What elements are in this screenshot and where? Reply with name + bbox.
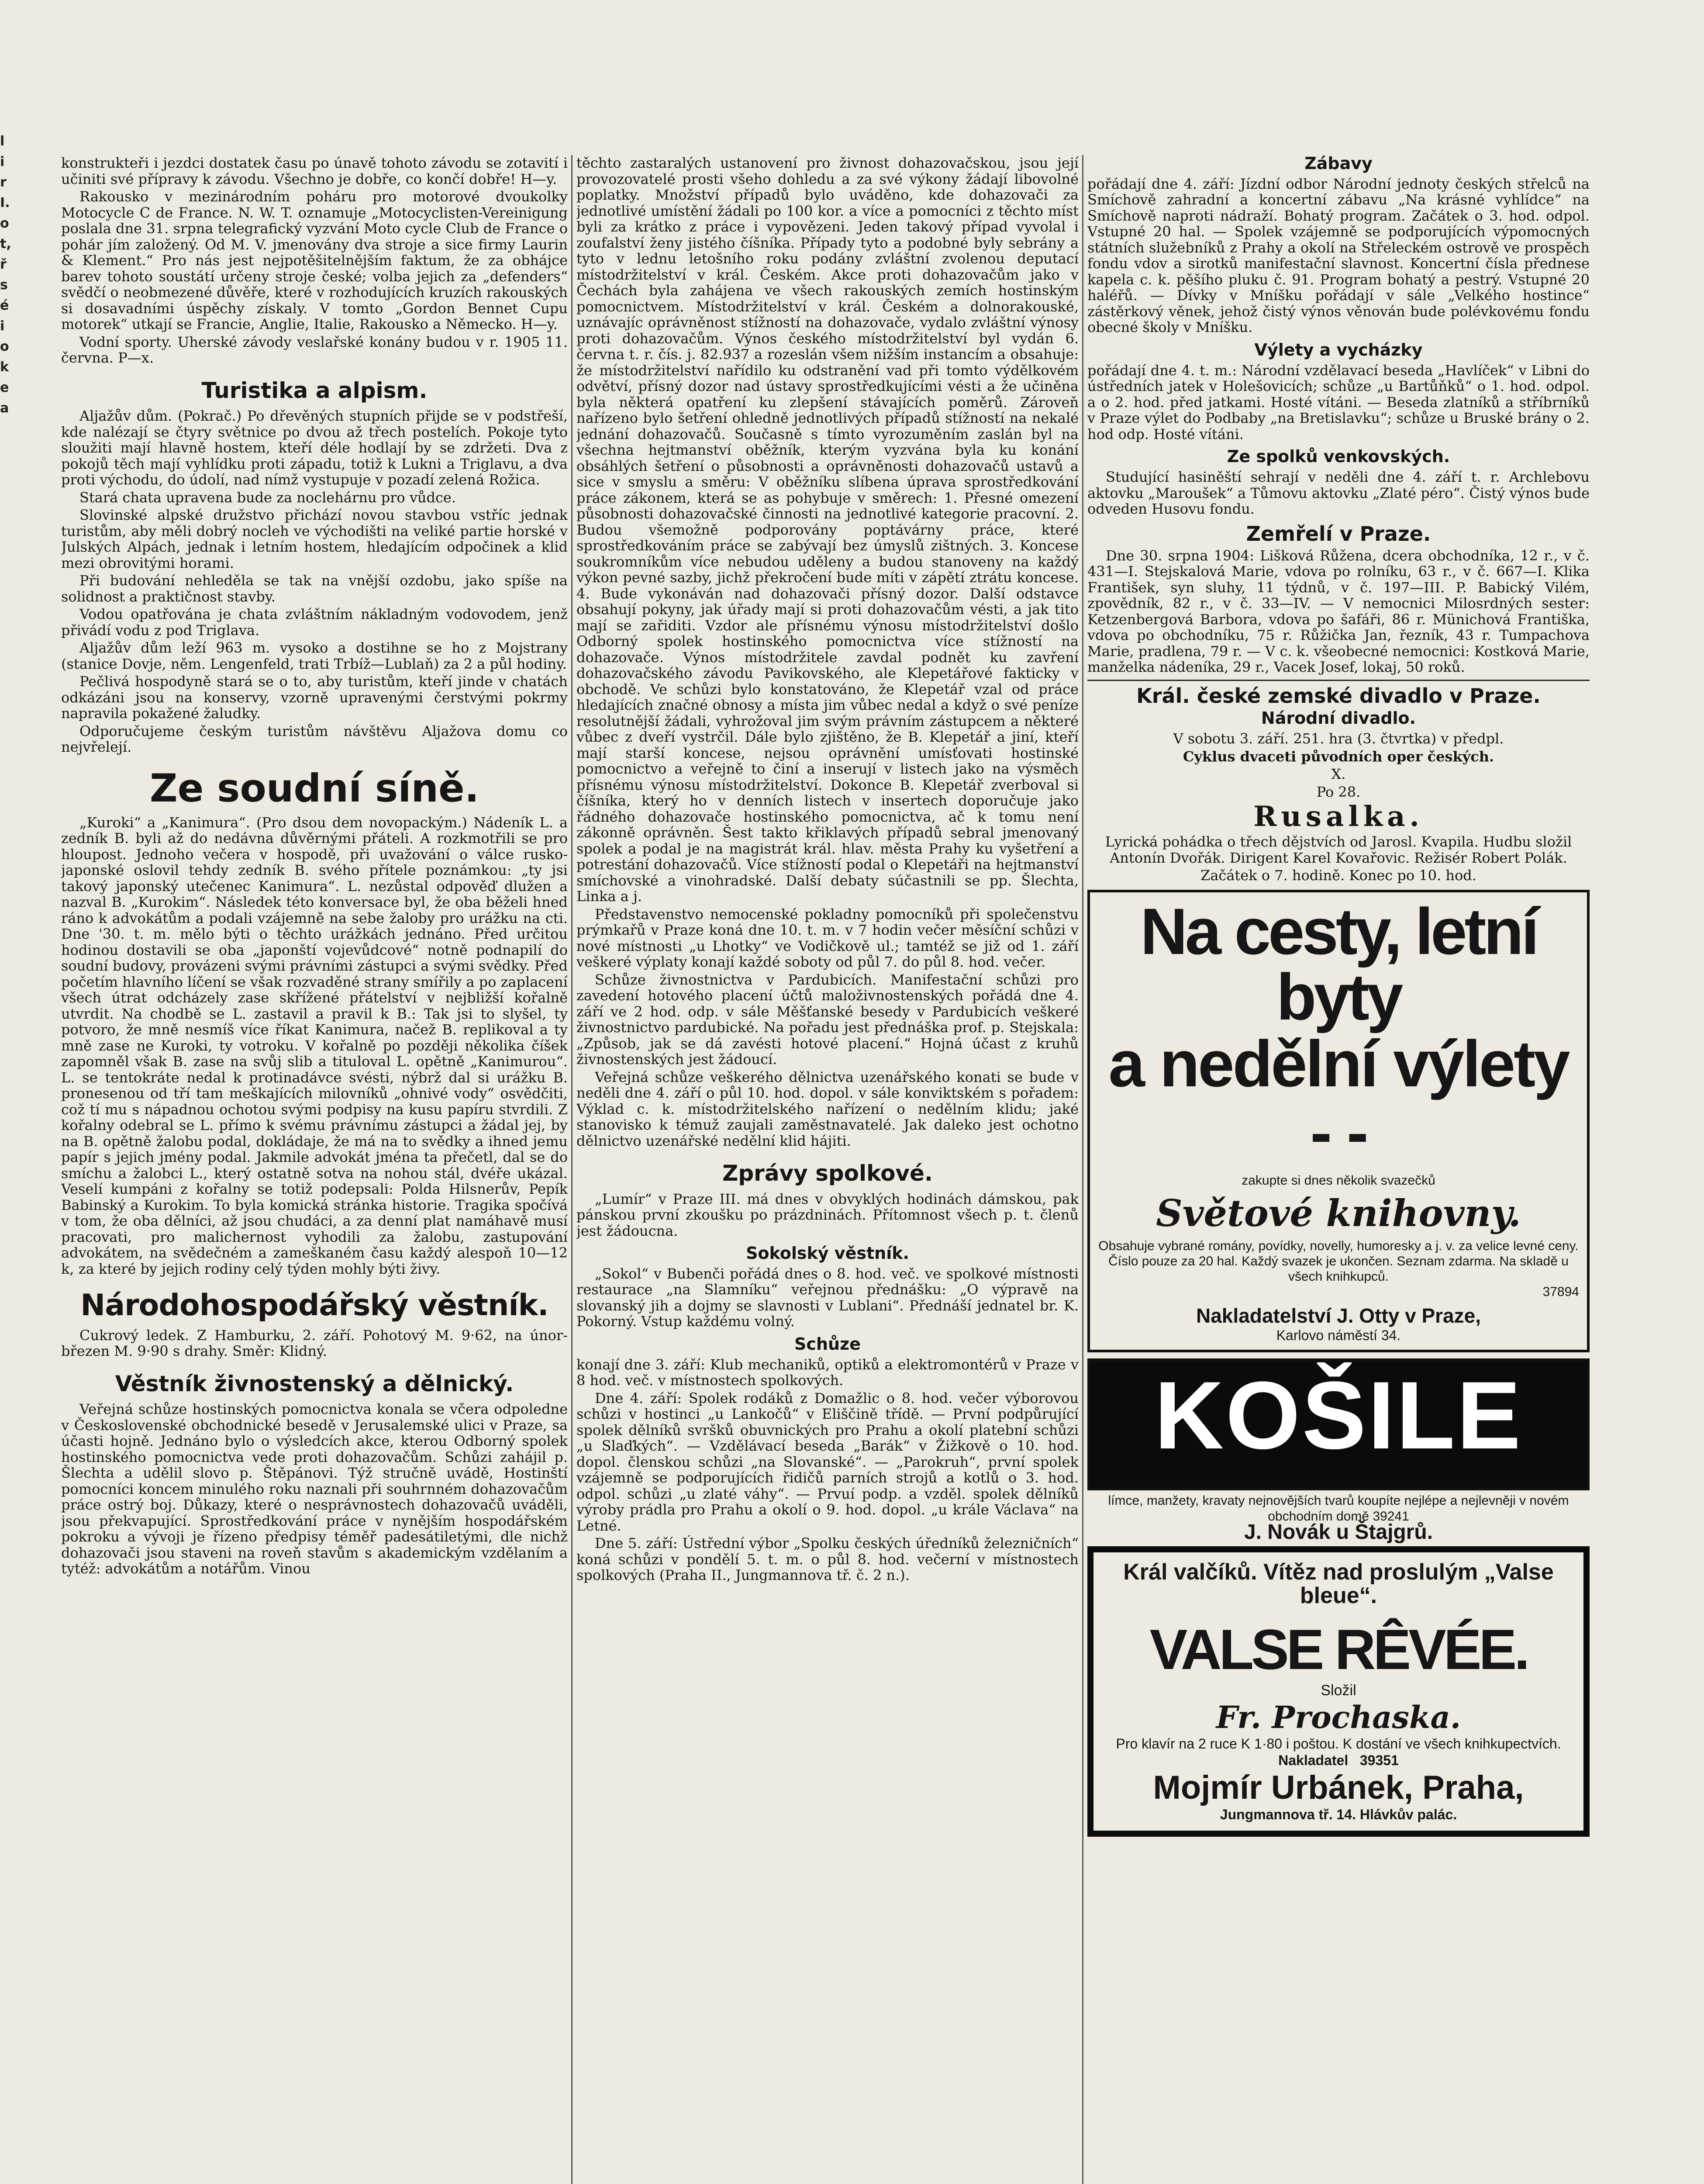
paragraph: pořádají dne 4. září: Jízdní odbor Národní jednoty českých střelců na Smíchově zahradní a koncertní zábavu „Na krásné vyhlídce“ na Smíchově naproti nádraží. Bohatý program. Začátek o 3. hod. odpol. Vstupné 20 hal. — Spolek vzájemně se podporujících výpomocných státních služebníků z Prahy a okolí na Střeleckém ostrově ve prospěch fondu vdov a sirotků manifestační slavnost. Koncertní čísla přednese kapela c. k. pěšího pluku č. 91. Program bohatý a pestrý. Vstupné 20 haléřů. — Dívky v Mníšku pořádají v sále „Velkého hostince“ zástěrkový věnek, jehož čistý výnos věnován bude polévkovému fondu obecné školy v Mníšku. bbox=[1087, 175, 1590, 336]
advert-headline: KOŠILE bbox=[1154, 1361, 1523, 1469]
advert-text: Pro klavír na 2 ruce K 1·80 i poštou. K dostání ve všech knihkupectvích. bbox=[1116, 1735, 1561, 1752]
paragraph: Veřejná schůze veškerého dělnictva uzenářského konati se bude v neděli dne 4. září o půl 10. hod. dopol. v sále konviktském s pořadem: Výklad c. k. místodržitelského nařízení o nedělním klidu; jaké stanovisko k témuž zaujali zaměstnavatelé. Jak daleko jest ochotno dělnictvo uzenářské nedělní klid hájiti. bbox=[576, 1068, 1079, 1149]
paragraph: Aljažův dům leží 963 m. vysoko a dostihne se ho z Mojstrany (stanice Dovje, něm. Lengenfeld, trati Trbíž—Lublaň) za 2 a půl hodiny. bbox=[61, 639, 568, 672]
advert-number: 39351 bbox=[1359, 1752, 1399, 1768]
paragraph: Aljažův dům. (Pokrač.) Po dřevěných stupních přijde se v podstřeší, kde nalézají se čtyry světnice po dvou až třech postelích. Pokoje tyto sloužiti mají hlavně hostem, kteří déle hodlají by se zdržeti. Dva z pokojů těch mají vyhlídku proti západu, totiž k Lukni a Triglavu, a dva proti východu, do údolí, nad nímž vystupuje v pozadí zelená Rožica. bbox=[61, 408, 568, 488]
advert-headline-2: a nedělní výlety - - bbox=[1108, 1026, 1569, 1169]
theatre-cycle: Cyklus dvaceti původních oper českých. bbox=[1183, 748, 1494, 765]
theatre-number-2: Po 28. bbox=[1316, 783, 1361, 800]
subheading-zabavy: Zábavy bbox=[1304, 155, 1373, 173]
advert-number: 37894 bbox=[1542, 1284, 1579, 1299]
column-2 bbox=[576, 155, 1079, 2184]
paragraph: Stará chata upravena bude za noclehárnu pro vůdce. bbox=[79, 489, 456, 506]
theatre-subheading: Národní divadlo. bbox=[1261, 708, 1416, 728]
advert-publisher-row bbox=[1100, 1752, 1577, 1769]
margin-letter: k bbox=[0, 359, 9, 375]
advert-text: límce, manžety, kravaty nejnovějších tvarů koupíte nejlépe a nejlevněji v novém obchodním domě 39241 bbox=[1108, 1493, 1569, 1524]
paragraph: Schůze živnostnictva v Pardubicích. Manifestační schůzi pro zavedení hotového placení účtů maloživnostenských pořádá dne 4. září ve 2 hod. odp. v sále Měšťanské besedy v Pardubicích veškeré živnostnictvo pardubické. Na pořadu jest přednáška prof. p. Stejskala: „Způsob, jak se dá zavésti hotové placení.“ Hojná účast z kruhů živnostenských jest žádoucí. bbox=[576, 971, 1079, 1068]
advert-publisher: Mojmír Urbánek, Praha, bbox=[1153, 1769, 1524, 1806]
advert-headline: Na cesty, letní byty bbox=[1140, 894, 1537, 1033]
advert-text: Složil bbox=[1321, 1682, 1356, 1699]
advert-kosile bbox=[1087, 1358, 1590, 1544]
advert-tagline: Král valčíků. Vítěz nad proslulým „Valse bleue“. bbox=[1123, 1559, 1554, 1609]
margin-letter: ř bbox=[0, 257, 7, 272]
section-heading-spolkove: Zprávy spolkové. bbox=[722, 1161, 933, 1186]
theatre-heading: Král. české zemské divadlo v Praze. bbox=[1136, 684, 1541, 708]
advert-valse-revee bbox=[1087, 1546, 1590, 1837]
margin-letter: a bbox=[0, 401, 9, 416]
column-3 bbox=[1087, 155, 1590, 2184]
paragraph: Pečlivá hospodyně stará se o to, aby turistům, kteří jinde v chatách odkázáni jsou na konservy, vzorně upravenými čerstvými pokrmy napravila pokažené žaludky. bbox=[61, 673, 568, 722]
paragraph: Představenstvo nemocenské pokladny pomocníků při společenstvu prýmkařů v Praze koná dne 10. t. m. v 7 hodin večer měsíční schůzi v nové místnosti „u Lhotky“ ve Vodičkově ul.; tamtéž se již od 1. září veškeré výplaty konají každé soboty od půl 7. do půl 8. hod. večer. bbox=[576, 905, 1079, 970]
margin-letter: s bbox=[0, 277, 8, 293]
paragraph: Při budování nehleděla se tak na vnější ozdobu, jako spíše na solidnost a praktičnost stavby. bbox=[61, 572, 568, 605]
paragraph: konstrukteři i jezdci dostatek času po únavě tohoto závodu se zotavití i učiniti své přípravy k závodu. Všechno je dobře, co končí dobře! H—y. bbox=[61, 155, 568, 187]
advert-address: Jungmannova tř. 14. Hlávkův palác. bbox=[1220, 1806, 1457, 1822]
paragraph: Dne 4. září: Spolek rodáků z Domažlic o 8. hod. večer výborovou schůzi v hostinci „u Lankočů“ v Eliščině třídě. — První podpůrující spolek dělníků svršků obuvnických pro Prahu a okolí platební schůzi „u Slaďkých“. — Vzdělávací beseda „Barák“ v Žižkově o 10. hod. dopol. členskou schůzi „na Slovanské“. — „Parokruh“, první spolek vzájemně se podporujících řidičů parních strojů a kotlů o 3. hod. odpol. schůzi „u zlaté váhy“. — Prvuí podp. a vzděl. spolek dělníků výroby prádla pro Prahu a okolí o 9. hod. dopol. „u krále Václava“ na Letné. bbox=[576, 1389, 1079, 1534]
margin-letter: l bbox=[0, 134, 5, 149]
paragraph: Vodní sporty. Uherské závody veslařské konány budou v r. 1905 11. června. P—x. bbox=[61, 333, 568, 366]
margin-letter: r bbox=[0, 175, 7, 190]
advert-shop: J. Novák u Štajgrů. bbox=[1244, 1520, 1433, 1544]
advert-composer: Fr. Prochaska. bbox=[1216, 1699, 1461, 1735]
margin-letter: t, bbox=[0, 236, 11, 252]
column-rule bbox=[571, 155, 573, 2184]
margin-letters bbox=[0, 131, 17, 418]
subheading-venkov: Ze spolků venkovských. bbox=[1227, 447, 1450, 467]
paragraph: Rakousko v mezinárodním poháru pro motorové dvoukolky Motocycle C de France. N. W. T. oznamuje „Motocyclisten-Vereinigung poslala dne 31. srpna telegrafický vyzvání Moto cycle Club de France o pohár jím založený. Od M. V. jmenovány dva stroje a sice firmy Laurin & Klement.“ Pro nás jest nejpotěšitelnějším faktum, že za obhájce barev tohoto soustátí určeny stroje české; volba jejich za „defenders“ svědčí o neobmezené důvěře, které v rozhodujících kruzích rakouských si dosavadními úspěchy získaly. V tomto „Gordon Bennet Cupu motorek“ utkají se Francie, Anglie, Italie, Rakousko a Německo. H—y. bbox=[61, 188, 568, 332]
advert-text: zakupte si dnes několik svazečků bbox=[1242, 1173, 1435, 1188]
margin-letter: I. bbox=[0, 195, 10, 211]
advert-headline: VALSE RÊVÉE. bbox=[1149, 1617, 1528, 1681]
advert-banner bbox=[1087, 1358, 1590, 1490]
paragraph: Odporučujeme českým turistům návštěvu Aljažova domu co nejvřelejí. bbox=[61, 722, 568, 755]
advert-publisher-label: Nakladatel bbox=[1278, 1752, 1349, 1768]
theatre-date: V sobotu 3. září. 251. hra (3. čtvrtka) v předpl. bbox=[1173, 730, 1504, 747]
subheading-schuze: Schůze bbox=[794, 1334, 861, 1354]
paragraph: Cukrový ledek. Z Hamburku, 2. září. Pohotový M. 9·62, na únor-březen M. 9·90 s drahy. Směr: Klidný. bbox=[61, 1327, 568, 1360]
paragraph: pořádají dne 4. t. m.: Národní vzdělavací beseda „Havlíček“ v Libni do ústředních jatek v Holešovicích; schůze „u Bartůňků“ o 1. hod. odpol. a o 2. hod. před jatkami. Hosté vítáni. — Beseda zlatníků a stříbrníků v Praze výlet do Podbaby „na Bretislavku“; schůze u Bruské brány o 2. hod odp. Hosté vítáni. bbox=[1087, 362, 1590, 442]
column-1 bbox=[61, 155, 568, 2184]
column-rule bbox=[1082, 155, 1083, 2184]
opera-times: Začátek o 7. hodině. Konec po 10. hod. bbox=[1200, 867, 1476, 884]
margin-letter: i bbox=[0, 318, 5, 334]
advert-text: Obsahuje vybrané romány, povídky, novelly, humoresky a j. v. za velice levné ceny. Číslo pouze za 20 hal. Každý svazek je ukončen. Seznam zdarma. Na skladě u všech knihkupců. bbox=[1098, 1238, 1579, 1284]
paragraph: Vodou opatřována je chata zvláštním nákladným vodovodem, jenž přivádí vodu z pod Triglava. bbox=[61, 606, 568, 639]
divider bbox=[1087, 680, 1590, 681]
advert-address: Karlovo náměstí 34. bbox=[1276, 1327, 1401, 1343]
margin-letter: o bbox=[0, 216, 9, 231]
section-heading-turistika: Turistika a alpism. bbox=[201, 377, 428, 403]
paragraph: Slovinské alpské družstvo přichází novou stavbou vstříc jednak turistům, aby měli dobrý nocleh ve východišti na veliké partie horské v Julských Alpách, jednak i letním hostem, hledajícím odpočinek a klid mezi obrovitými horami. bbox=[61, 507, 568, 571]
theatre-number: X. bbox=[1331, 766, 1346, 783]
advert-svetova-knihovna bbox=[1087, 890, 1590, 1352]
paragraph: Dne 5. září: Ústřední výbor „Spolku českých úředníků železničních“ koná schůzi v pondělí 5. t. m. o půl 8. hod. večerní v místnostech spolkových (Praha II., Jungmannova tř. č. 2 n.). bbox=[576, 1535, 1079, 1584]
margin-letter: i bbox=[0, 154, 5, 169]
section-heading-narodohospodarsky: Národohospodářský věstník. bbox=[80, 1288, 548, 1323]
paragraph: „Kuroki“ a „Kanimura“. (Pro dsou dem novopackým.) Nádeník L. a zedník B. byli až do nedávna důvěrnými přáteli. A rozkmotřili se pro hloupost. Jednoho večera v hospodě, při uvažování o válce rusko-japonské oslovil tehdy zedník B. svého přítele poznámkou: „ty jsi takový japonský utečenec Kanimura“. L. nezůstal odpověď dlužen a nazval B. „Kurokim“. Následek této konversace byl, že oba běželi hned ráno k advokátům a podali vzájemně na sebe žaloby pro urážku na cti. Dne '30. t. m. mělo býti o těchto urážkách jednáno. Před určitou hodinou dostavili se oba „japonští vojevůdcové“ notně podnapilí do soudní budovy, provázeni svými právními zástupci a svými svědky. Před početím hlavního líčení se však rozvaděné strany smířily a po zaplacení všech útrat odcházely zase skřížené přátelství v nejbližší kořalně utvrdit. Na chodbě se L. zastavil a pravil k B.: Tak jsi to slyšel, ty potvoro, že mně nesmíš více říkat Kanimura, načež B. replikoval a ty mně zase ne Kuroki, ty votroku. V kořalně po později několika číšek zapomněl však B. zase na svůj slib a tituloval L. opětně „Kanimurou“. L. se tentokráte nedal k protinadávce svésti, nýbrž dal si urážku B. pronesenou od tří tam meškajících milovníků „ohnivé vody“ osvědčiti, což tí mu s nápadnou ochotou svými podpisy na kusu papíru stvrdili. Z kořalny odebral se L. přímo k svému právnímu zástupci a žádal jej, by na B. opětně žalobu podal, dokládaje, že má na to svědky a ihned jemu papír s jejich jmény podal. Jakmile advokát jména ta přečetl, dal se do smíchu a žalobci L., který ostatně sotva na nohou stál, dvéře ukázal. Veselí kumpáni z kořalny se totiž podepsali: Polda Hilsnerův, Pepík Babinský a Kurokim. To byla komická stránka historie. Tragika spočívá v tom, že oba dělníci, až jsou chudáci, a za denní plat namáhavě musí pracovati, pro malichernost vyhodili za žalobu, zastupování advokátem, na svědečném a zameškaném času každý alespoň 10—12 k, za které by jejich rodiny celý týden mohly býti živy. bbox=[61, 814, 568, 1277]
paragraph: Dne 30. srpna 1904: Lišková Růžena, dcera obchodníka, 12 r., v č. 431—I. Stejskalová Marie, vdova po rolníku, 63 r., v č. 667—I. Klika František, syn sluhy, 11 týdnů, v č. 197—III. P. Babický Vilém, zpovědník, 82 r., v č. 33—IV. — V nemocnici Milosrdných sester: Ketzenbergová Barbora, vdova po šafáři, 86 r. Münichová Františka, vdova po obchodníku, 75 r. Růžička Jan, řezník, 43 r. Tumpachova Marie, pradlena, 79 r. — V c. k. všeobecné nemocnici: Kostková Marie, manželka nádeníka, 29 r., Vacek Josef, lokaj, 50 roků. bbox=[1087, 547, 1590, 676]
opera-credits: Lyrická pohádka o třech dějstvích od Jarosl. Kvapila. Hudbu složil Antonín Dvořák. Dirigent Karel Kovařovic. Režisér Robert Polák. bbox=[1105, 833, 1572, 866]
margin-letter: e bbox=[0, 380, 9, 395]
opera-title: Rusalka. bbox=[1253, 800, 1424, 833]
advert-publisher: Nakladatelství J. Otty v Praze, bbox=[1196, 1304, 1481, 1327]
margin-letter: é bbox=[0, 298, 9, 313]
paragraph: Veřejná schůze hostinských pomocnictva konala se včera odpoledne v Československé obchodnické besedě v Jerusalemské ulici v Praze, sa účasti hojně. Jednáno bylo o výsledcích akce, kterou Odborný spolek hostinského pomocnictva vede proti dohazovačům. Schůzi zahájil p. Šlechta a udělil slovo p. Štěpánovi. Týž stručně uvádě, Hostinští pomocníci koncem minulého roku naznali při souhrnném dohazovačům práce ostrý boj. Důkazy, které o nesprávnostech dohazovačů uváděli, jsou překvapující. Sprostředkování práce v nynějším hospodářském pokroku a vývoji je řízeno předpisy téměř padesátiletými, dle nichž dohazovači jsou staveni na roveň stavům s akademickým vzdělaním a tytéž: advokátům a notářům. Vinou bbox=[61, 1401, 568, 1577]
paragraph: těchto zastaralých ustanovení pro živnost dohazovačskou, jsou její provozovatelé prosti všeho dohledu a za své výkony žádají libovolné poplatky. Množství případů bylo uváděno, kde dohazovači za jednotlivé umístění žádali po 100 kor. a více a pomocníci z těchto míst byli za krátko z práce i vypovězeni. Jeden takový případ vyvolal i zoufalství ženy jistého číšníka. Případy tyto a podobné byly sebrány a tyto v lednu letošního roku podány zvláštní zvolenou deputací místodržitelství v král. Českém. Akce proti dohazovačům jako v Čechách byla zahájena ve všech rakouských zemích hostinským pomocnictvem. Místodržitelství v král. Českém a dolnorakouské, uznávajíc oprávněnost stížností na dohazovače, vydalo zvláštní výnosy proti dohazovačům. Výnos českého místodržitelství byl vydán 6. června t. r. čís. j. 82.937 a rozeslán všem nižším instancím a obsahuje: že místodržitelství nařídilo ku odstranění vad při tomto výdělkovém odvětví, přísný dozor nad ústavy sprostředkujícími vésti a že učiněna byla některá opatření ku zlepšení stávajících poměrů. Zároveň nařízeno bylo šetření ohledně jednotlivých případů stížností na nekalé jednání dohazovačů. Současně s tímto vyrozuměním zaslán byl na všechna hejtmanství oběžník, kterým vyzvána byla ku konání obsáhlých šetření o působnosti a oprávněnosti dohazovačů ustavů a sice v smyslu a směru: V oběžníku slíbena úprava sprostředkování práce zákonem, která se as pohybuje v směrech: 1. Přesné omezení působnosti dohazovačské činnosti na jednotlivé kategorie pracovní. 2. Budou všemožně podporovány poptávárny práce, které sprostředkováním práce se zabývají bez úmyslů zištných. 3. Koncese soukromníkům více nebudou uděleny a budou stanoveny na každý výkon pevné sazby, jichž překročení bude míti v zápětí ztrátu koncese. 4. Bude vykonáván nad dohazovači přísný dozor. Další odstavce obsahují pokyny, jak úřady mají si proti dohazovačům vésti, a jak tito mají se zařiditi. Vzdor ale přísnému výnosu místodržitelství došlo Odborný spolek hostinského pomocnictva více stížností na dohazovače. Výnos místodržitele zavdal podnět ku zavření dohazovačského závodu Pavikovského, ale Klepetářové fakticky v obchodě. Ve schůzi bylo konstatováno, že Klepetář vzal od práce hledajících značné obnosy a místa jim vůbec nedal a když o své peníze resolutnější žádali, vyhrožoval jim svým právním zástupcem a některé vůbec z dveří vystrčil. Dále bylo zjištěno, že B. Klepetář a jiní, kteří mají starší koncese, nejsou oprávnění umísťovati hostinské pomocnictvo a veřejně to činí a inserují v listech jako na výsměch přísnému výnosu místodržitelství. Dokonce B. Klepetář zverboval si číšníka, který ho v denních listech v insertech doporučuje jako řádného dohazovače hostinského pomocnictva, ač k tomu není zákonně oprávněn. Šest takto křiklavých případů sebral jmenovaný spolek a podal je na magistrát král. hlav. města Prahy ku vyšetření a potrestání dohazovačů. Více stížností podal o Klepetáři na hejtmanství smíchovské a vinohradské. Další debaty súčastnili se pp. Šlechta, Linka a j. bbox=[576, 155, 1079, 905]
advert-brand: Světové knihovny. bbox=[1156, 1191, 1521, 1235]
subheading-sokol: Sokolský věstník. bbox=[746, 1244, 909, 1263]
margin-letter: o bbox=[0, 339, 9, 354]
paragraph: Studující hasiněští sehrají v neděli dne 4. září t. r. Archlebovu aktovku „Maroušek“ a Tůmovu aktovku „Zlaté péro“. Čistý výnos bude odveden Husovu fondu. bbox=[1087, 469, 1590, 518]
paragraph: konají dne 3. září: Klub mechaniků, optiků a elektromontérů v Praze v 8 hod. več. v místnostech spolkových. bbox=[576, 1356, 1079, 1389]
subheading-vylety: Výlety a vycházky bbox=[1254, 340, 1423, 359]
paragraph: „Sokol“ v Bubenči pořádá dnes o 8. hod. več. ve spolkové místnosti restaurace „na Slamníku“ veřejnou přednášku: „O výpravě na slovanský jih a dojmy se slavnosti v Lublani“. Přednáší jednatel br. K. Pokorný. Vstup každému volný. bbox=[576, 1265, 1079, 1330]
paragraph: „Lumír“ v Praze III. má dnes v obvyklých hodinách dámskou, pak pánskou první zkoušku po prázdninách. Přítomnost všech p. t. členů jest žádoucna. bbox=[576, 1190, 1079, 1239]
section-heading-zivnostensky: Věstník živnostenský a dělnický. bbox=[115, 1371, 514, 1396]
subheading-zemreli: Zemřelí v Praze. bbox=[1246, 522, 1431, 546]
section-heading-soud: Ze soudní síně. bbox=[149, 765, 479, 811]
